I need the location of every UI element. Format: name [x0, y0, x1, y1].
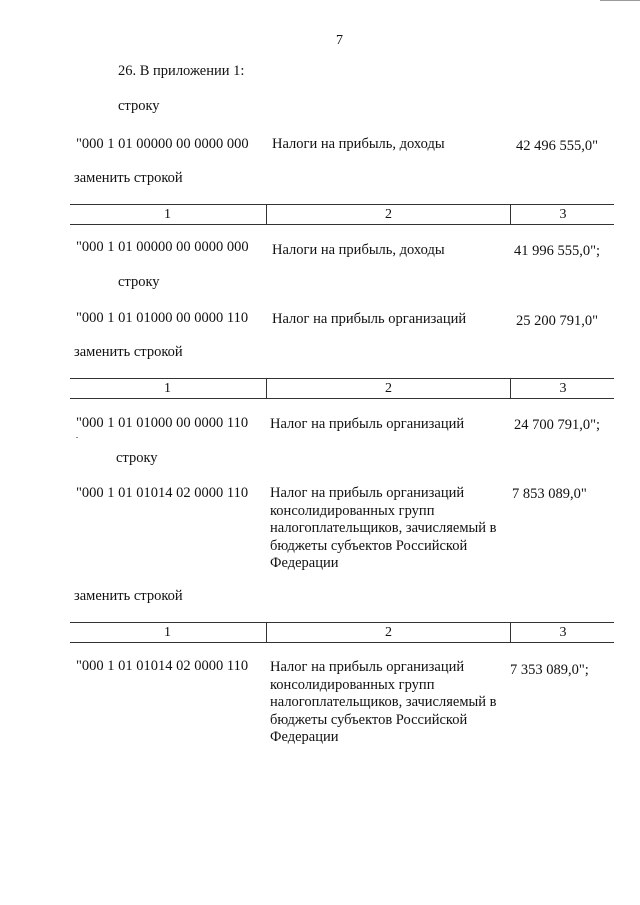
column-header-1: 1	[164, 207, 171, 222]
replace-label: заменить строкой	[74, 588, 183, 604]
new-row-name: Налог на прибыль организаций консолидированных групп налогоплательщиков, зачисляемый в бюджеты субъектов Российской Федерации	[270, 659, 497, 745]
new-row-name: Налоги на прибыль, доходы	[272, 242, 445, 258]
row-name: Налог на прибыль организаций	[272, 311, 467, 327]
intro-label: строку	[116, 450, 158, 466]
row-code: "000 1 01 01014 02 0000 110	[76, 485, 249, 501]
row-amount: 25 200 791,0"	[516, 313, 599, 329]
new-row-code: "000 1 01 01014 02 0000 110	[76, 658, 249, 674]
new-row-amount: 24 700 791,0";	[514, 417, 601, 433]
row-name: Налоги на прибыль, доходы	[272, 136, 445, 152]
row-amount: 7 853 089,0"	[512, 486, 587, 502]
intro-label: строку	[118, 98, 160, 114]
column-header-row	[70, 378, 614, 399]
item-heading: 26. В приложении 1:	[118, 63, 245, 79]
row-name: Налог на прибыль организаций консолидированных групп налогоплательщиков, зачисляемый в бюджеты субъектов Российской Федерации	[270, 485, 497, 571]
scan-edge-mark	[600, 0, 640, 1]
column-header-3: 3	[510, 623, 615, 642]
replace-label: заменить строкой	[74, 344, 183, 360]
column-header-1: 1	[164, 625, 171, 640]
intro-label: строку	[118, 274, 160, 290]
new-row-amount: 7 353 089,0";	[510, 662, 589, 678]
row-code: "000 1 01 01000 00 0000 110	[76, 310, 249, 326]
new-row-code: "000 1 01 00000 00 0000 000	[76, 239, 249, 255]
new-row-code: "000 1 01 01000 00 0000 110	[76, 415, 249, 431]
row-code: "000 1 01 00000 00 0000 000	[76, 136, 249, 152]
new-row-name: Налог на прибыль организаций	[270, 416, 465, 432]
column-header-3: 3	[510, 205, 615, 224]
page-number: 7	[336, 33, 343, 48]
scan-speck	[76, 437, 78, 438]
column-header-2: 2	[266, 205, 510, 224]
new-row-amount: 41 996 555,0";	[514, 243, 601, 259]
column-header-1: 1	[164, 381, 171, 396]
column-header-2: 2	[266, 379, 510, 398]
row-amount: 42 496 555,0"	[516, 138, 599, 154]
replace-label: заменить строкой	[74, 170, 183, 186]
column-header-row	[70, 622, 614, 643]
column-header-row	[70, 204, 614, 225]
column-header-2: 2	[266, 623, 510, 642]
column-header-3: 3	[510, 379, 615, 398]
